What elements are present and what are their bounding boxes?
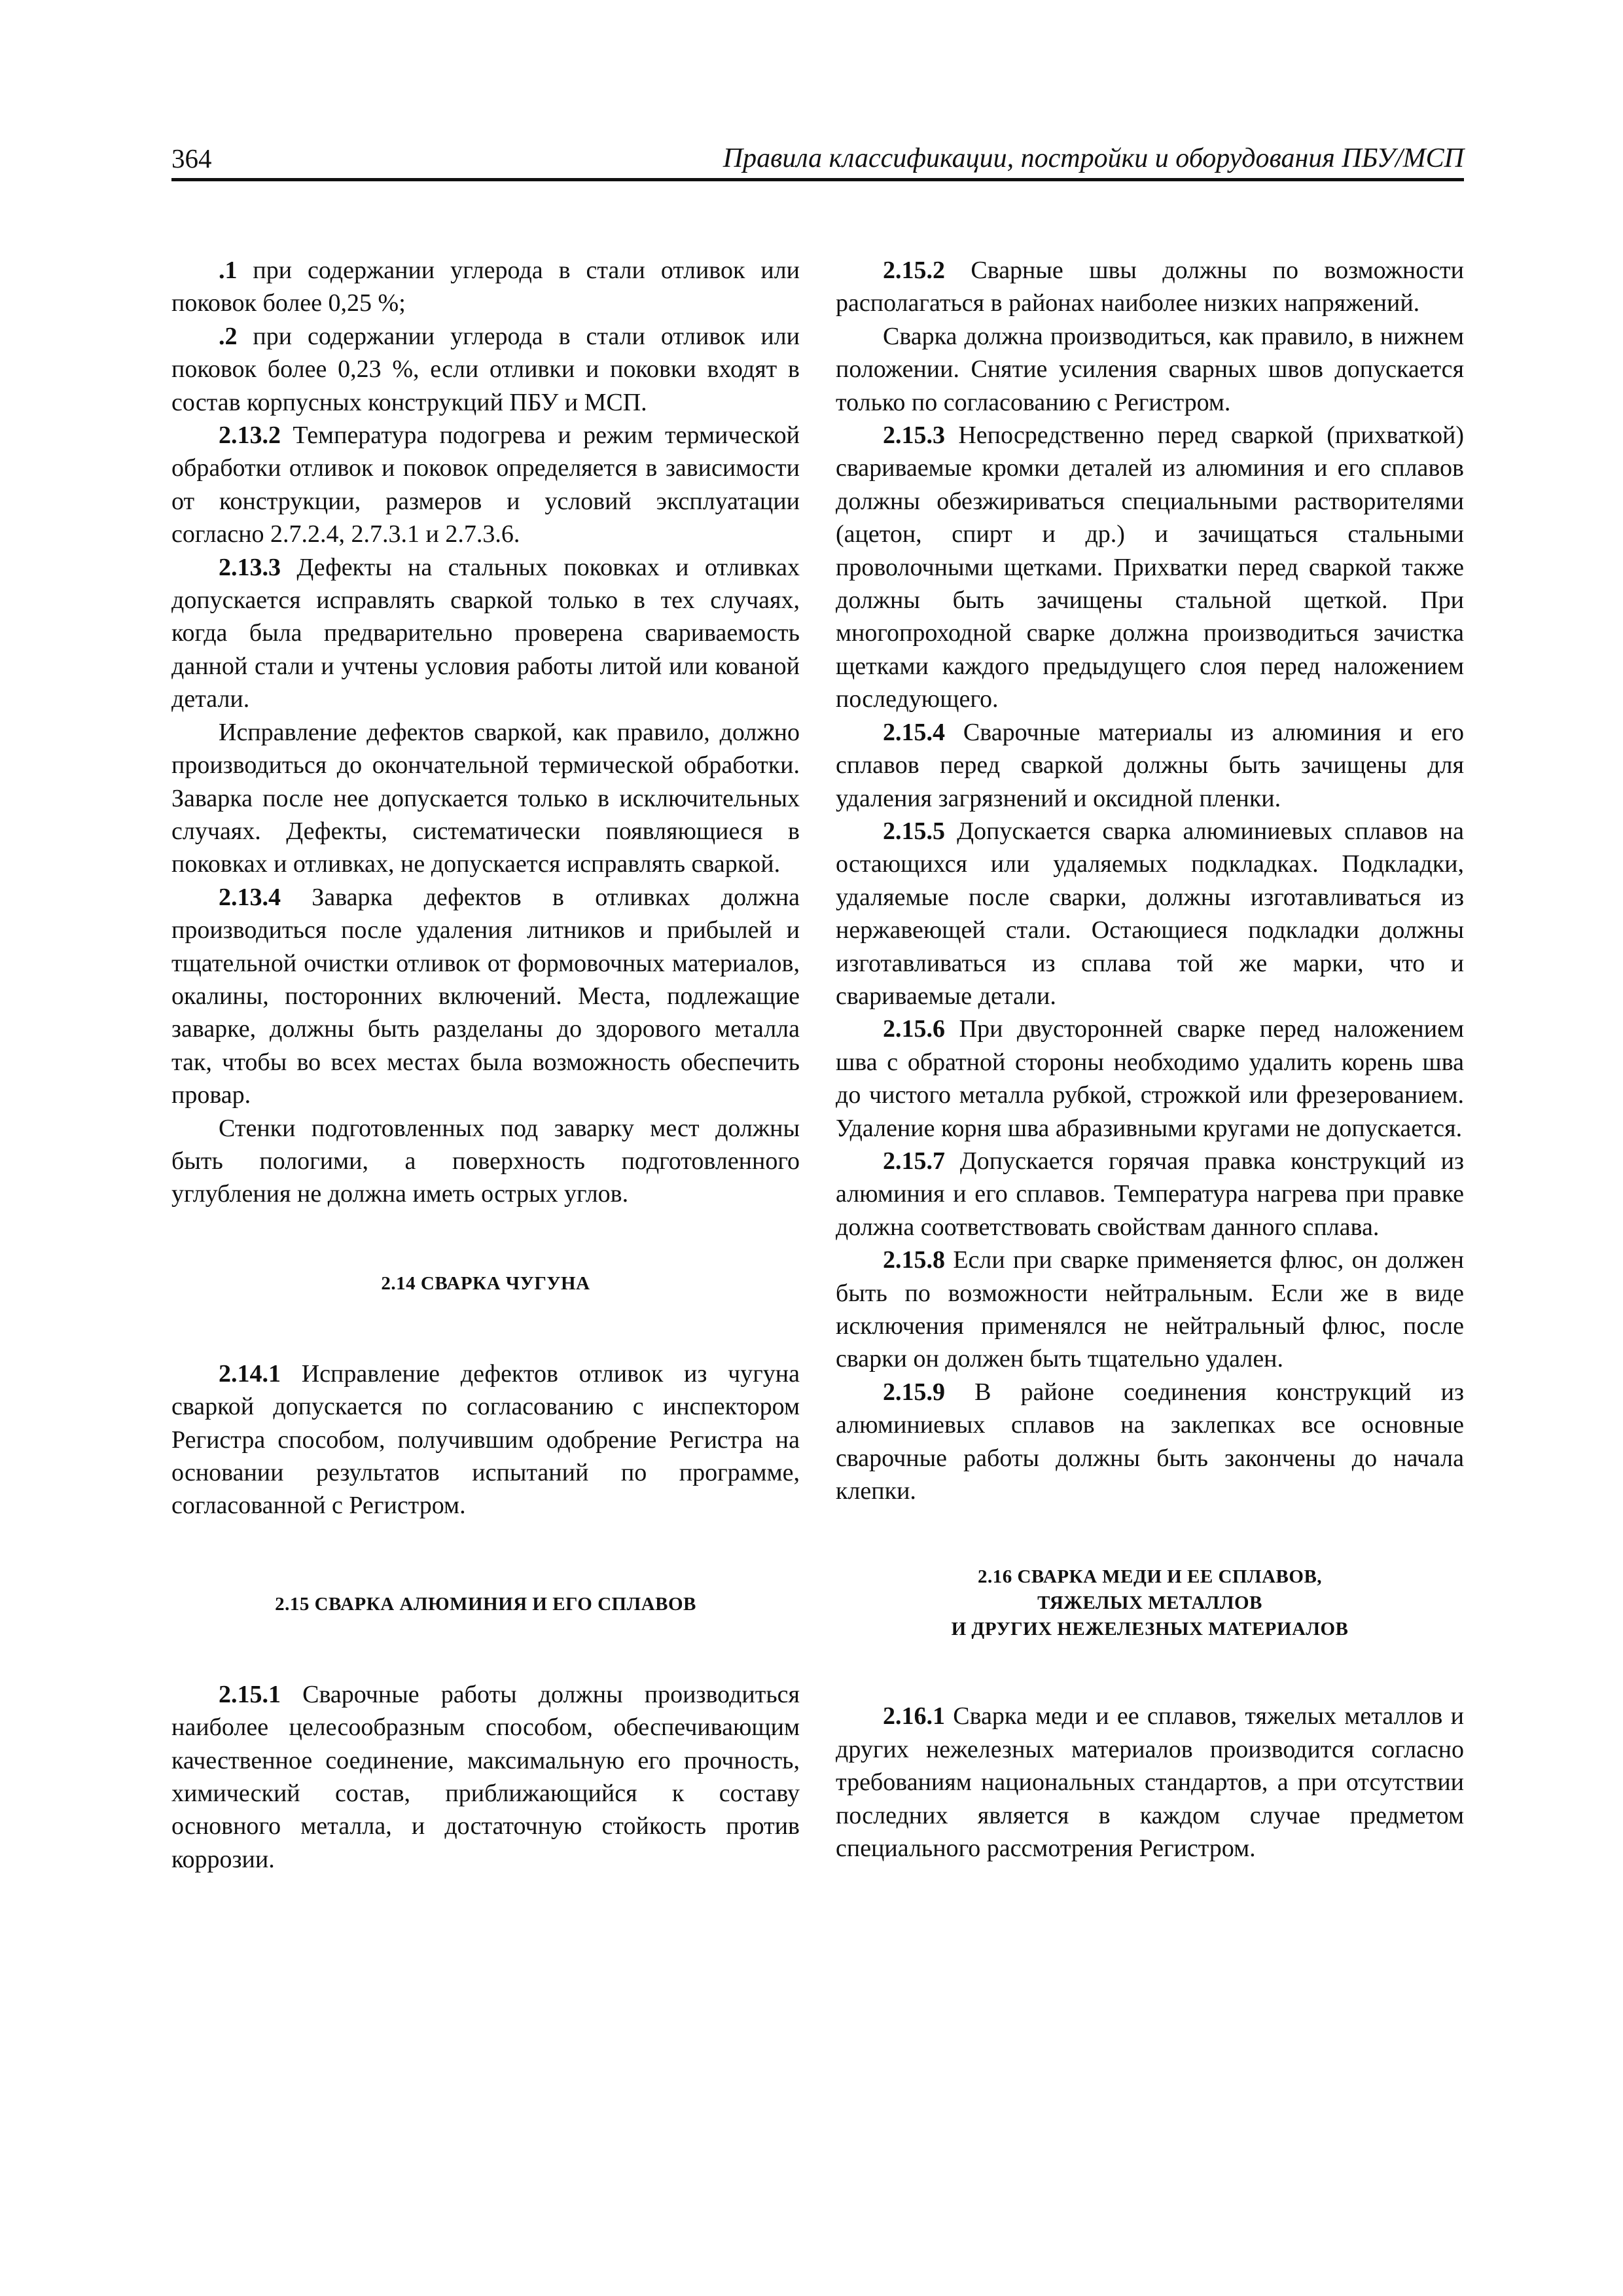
paragraph-text: Исправление дефектов отливок из чугуна сваркой допускается по согласованию с инспектором Регистра способом, получившим одобрение Регистра на основании результатов испытаний по программе, согласованной с Регистром. (171, 1359, 800, 1520)
paragraph-text: Допускается сварка алюминиевых сплавов на остающихся или удаляемых подкладках. Подкладки, удаляемые после сварки, должны изготавливаться из нержавеющей стали. Остающиеся подкладки должны изготавливаться из сплава той же марки, что и свариваемые детали. (836, 817, 1464, 1010)
paragraph (836, 1376, 1464, 1508)
paragraph (836, 1145, 1464, 1244)
paragraph-text: Стенки подготовленных под заварку мест должны быть пологими, а поверхность подготовленного углубления не должна иметь острых углов. (171, 1114, 800, 1208)
clause-number: 2.15.4 (883, 718, 945, 746)
clause-number: .2 (219, 322, 238, 350)
clause-number: .1 (219, 257, 238, 284)
paragraph-text: Если при сварке применяется флюс, он должен быть по возможности нейтральным. Если же в виде исключения применялся не нейтральный флюс, после сварки он должен быть тщательно удален. (836, 1246, 1464, 1373)
paragraph-text: Заварка дефектов в отливках должна производиться после удаления литников и прибылей и тщательной очистки отливок от формовочных материалов, окалины, посторонних включений. Места, подлежащие заварке, должны быть разделаны до здорового металла так, чтобы во всех местах была возможность обеспечить провар. (171, 883, 800, 1109)
paragraph-text: Температура подогрева и режим термической обработки отливок и поковок определяется в зависимости от конструкции, размеров и условий эксплуатации согласно 2.7.2.4, 2.7.3.1 и 2.7.3.6. (171, 422, 800, 548)
clause-number: 2.15.1 (219, 1680, 281, 1708)
clause-number: 2.15.8 (883, 1246, 945, 1274)
section-heading-2-14: 2.14 СВАРКА ЧУГУНА (381, 1272, 590, 1294)
page-number: 364 (171, 143, 212, 173)
clause-number: 2.16.1 (883, 1702, 945, 1731)
section-heading-2-16 (836, 1564, 1464, 1642)
section-heading-2-15: 2.15 СВАРКА АЛЮМИНИЯ И ЕГО СПЛАВОВ (275, 1593, 696, 1615)
paragraph (836, 419, 1464, 716)
paragraph (836, 320, 1464, 419)
clause-number: 2.15.6 (883, 1015, 945, 1043)
running-title: Правила классификации, постройки и оборудования ПБУ/МСП (722, 143, 1464, 173)
heading-line: 2.16 СВАРКА МЕДИ И ЕЕ СПЛАВОВ, (977, 1566, 1323, 1588)
page-header (171, 143, 1464, 182)
paragraph-text: Исправление дефектов сваркой, как правило, должно производиться до окончательной термической обработки. Заварка после нее допускается только в исключительных случаях. Дефекты, систематически появляющиеся в поковках и отливках, не допускается исправлять сваркой. (171, 718, 800, 878)
clause-number: 2.14.1 (219, 1359, 281, 1388)
paragraph (171, 1678, 800, 1876)
paragraph (171, 1357, 800, 1522)
paragraph (836, 1013, 1464, 1145)
clause-number: 2.15.9 (883, 1378, 945, 1406)
paragraph-text: Сварочные работы должны производиться наиболее целесообразным способом, обеспечивающим качественное соединение, максимальную его прочность, химический состав, приближающийся к составу основного металла, и достаточную стойкость против коррозии. (171, 1680, 800, 1873)
right-column (836, 254, 1464, 1865)
clause-number: 2.15.3 (883, 422, 945, 450)
paragraph (171, 254, 800, 320)
paragraph (836, 1244, 1464, 1376)
paragraph-text: В районе соединения конструкций из алюминиевых сплавов на заклепках все основные сварочные работы должны быть закончены до начала клепки. (836, 1378, 1464, 1505)
clause-number: 2.15.7 (883, 1147, 945, 1175)
paragraph (836, 815, 1464, 1013)
clause-number: 2.13.4 (219, 883, 281, 911)
paragraph (171, 716, 800, 881)
paragraph-text: Сварка должна производиться, как правило, в нижнем положении. Снятие усиления сварных швов допускается только по согласованию с Регистром. (836, 322, 1464, 416)
clause-number: 2.15.2 (883, 257, 945, 284)
paragraph (836, 716, 1464, 815)
paragraph-text: при содержании углерода в стали отливок или поковок более 0,25 %; (171, 257, 800, 317)
clause-number: 2.15.5 (883, 817, 945, 845)
clause-number: 2.13.2 (219, 422, 281, 450)
left-column (171, 254, 800, 1876)
heading-line: ТЯЖЕЛЫХ МЕТАЛЛОВ (1037, 1592, 1262, 1614)
paragraph (171, 419, 800, 551)
clause-number: 2.13.3 (219, 553, 281, 581)
paragraph-text: при содержании углерода в стали отливок или поковок более 0,23 %, если отливки и поковки входят в состав корпусных конструкций ПБУ и МСП. (171, 322, 800, 416)
paragraph (171, 320, 800, 419)
paragraph-text: При двусторонней сварке перед наложением шва с обратной стороны необходимо удалить корень шва до чистого металла рубкой, строжкой или фрезерованием. Удаление корня шва абразивными кругами не допускается. (836, 1015, 1464, 1142)
paragraph-text: Сварные швы должны по возможности располагаться в районах наиболее низких напряжений. (836, 257, 1464, 317)
paragraph (171, 881, 800, 1112)
paragraph-text: Сварка меди и ее сплавов, тяжелых металлов и других нежелезных материалов производится согласно требованиям национальных стандартов, а при отсутствии последних является в каждом случае предметом специального рассмотрения Регистром. (836, 1702, 1464, 1863)
paragraph-text: Допускается горячая правка конструкций из алюминия и его сплавов. Температура нагрева при правке должна соответствовать свойствам данного сплава. (836, 1147, 1464, 1241)
paragraph (836, 254, 1464, 320)
paragraph (836, 1700, 1464, 1865)
paragraph-text: Сварочные материалы из алюминия и его сплавов перед сваркой должны быть зачищены для удаления загрязнений и оксидной пленки. (836, 718, 1464, 812)
paragraph (171, 551, 800, 716)
paragraph-text: Непосредственно перед сваркой (прихваткой) свариваемые кромки деталей из алюминия и его сплавов должны обезжириваться специальными растворителями (ацетон, спирт и др.) и зачищаться стальными проволочными щетками. Прихватки перед сваркой также должны быть зачищены стальной щеткой. При многопроходной сварке должна производиться зачистка щетками каждого предыдущего слоя перед наложением последующего. (836, 422, 1464, 713)
paragraph-text: Дефекты на стальных поковках и отливках допускается исправлять сваркой только в тех случаях, когда была предварительно проверена свариваемость данной стали и учтены условия работы литой или кованой детали. (171, 553, 800, 713)
paragraph (171, 1112, 800, 1211)
header-rule (171, 178, 1464, 181)
heading-line: И ДРУГИХ НЕЖЕЛЕЗНЫХ МАТЕРИАЛОВ (951, 1619, 1349, 1640)
